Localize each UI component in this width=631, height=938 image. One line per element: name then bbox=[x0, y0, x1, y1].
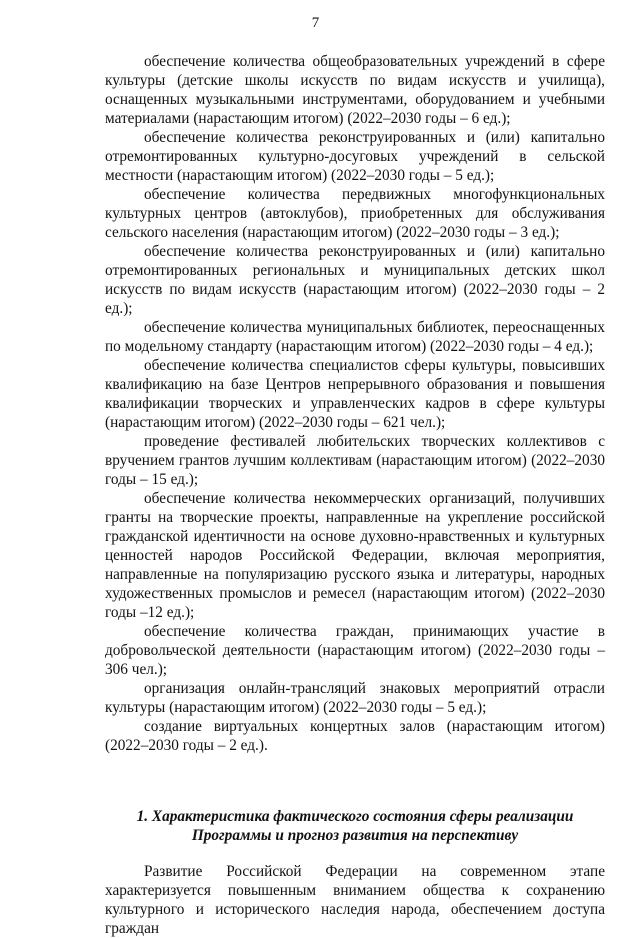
list-paragraph: обеспечение количества реконструированных и (или) капитально отремонтированных региональных и муниципальных детских школ искусств по видам искусств (нарастающим итогом) (2022–2030 годы – 2 ед.); bbox=[105, 243, 605, 317]
section-heading-line-2: Программы и прогноз развития на перспективу bbox=[191, 827, 519, 844]
list-paragraph: обеспечение количества специалистов сферы культуры, повысивших квалификацию на базе Центров непрерывного образования и повышения квалификации творческих и управленческих кадров в сфере культуры (нарастающим итогом) (2022–2030 годы – 621 чел.); bbox=[105, 357, 605, 431]
list-paragraph: организация онлайн-трансляций знаковых мероприятий отрасли культуры (нарастающим итогом) (2022–2030 годы – 5 ед.); bbox=[105, 680, 605, 716]
page-number: 7 bbox=[311, 15, 320, 31]
document-body bbox=[105, 52, 605, 938]
list-paragraph: создание виртуальных концертных залов (нарастающим итогом) (2022–2030 годы – 2 ед.). bbox=[105, 718, 605, 754]
section-heading-line-1: 1. Характеристика фактического состояния сферы реализации bbox=[136, 808, 574, 825]
list-paragraph: обеспечение количества реконструированных и (или) капитально отремонтированных культурно-досуговых учреждений в сельской местности (нарастающим итогом) (2022–2030 годы – 5 ед.); bbox=[105, 129, 605, 184]
section-heading bbox=[105, 807, 605, 845]
list-paragraph: обеспечение количества граждан, принимающих участие в добровольческой деятельности (нарастающим итогом) (2022–2030 годы – 306 чел.); bbox=[105, 623, 605, 678]
section-gap bbox=[105, 755, 605, 807]
list-paragraph: проведение фестивалей любительских творческих коллективов с вручением грантов лучшим коллективам (нарастающим итогом) (2022–2030 годы – 15 ед.); bbox=[105, 433, 605, 488]
list-paragraph: обеспечение количества муниципальных библиотек, переоснащенных по модельному стандарту (нарастающим итогом) (2022–2030 годы – 4 ед.); bbox=[105, 319, 605, 355]
body-paragraph: Развитие Российской Федерации на современном этапе характеризуется повышенным вниманием общества к сохранению культурного и исторического наследия народа, обеспечением доступа граждан bbox=[105, 863, 605, 937]
list-paragraph: обеспечение количества передвижных многофункциональных культурных центров (автоклубов), приобретенных для обслуживания сельского населения (нарастающим итогом) (2022–2030 годы – 3 ед.); bbox=[105, 186, 605, 241]
list-paragraph: обеспечение количества некоммерческих организаций, получивших гранты на творческие проекты, направленные на укрепление российской гражданской идентичности на основе духовно-нравственных и культурных ценностей народов Российской Федерации, включая мероприятия, направленные на популяризацию русского языка и литературы, народных художественных промыслов и ремесел (нарастающим итогом) (2022–2030 годы –12 ед.); bbox=[105, 490, 605, 621]
list-paragraph: обеспечение количества общеобразовательных учреждений в сфере культуры (детские школы искусств по видам искусств и училища), оснащенных музыкальными инструментами, оборудованием и учебными материалами (нарастающим итогом) (2022–2030 годы – 6 ед.); bbox=[105, 53, 605, 127]
